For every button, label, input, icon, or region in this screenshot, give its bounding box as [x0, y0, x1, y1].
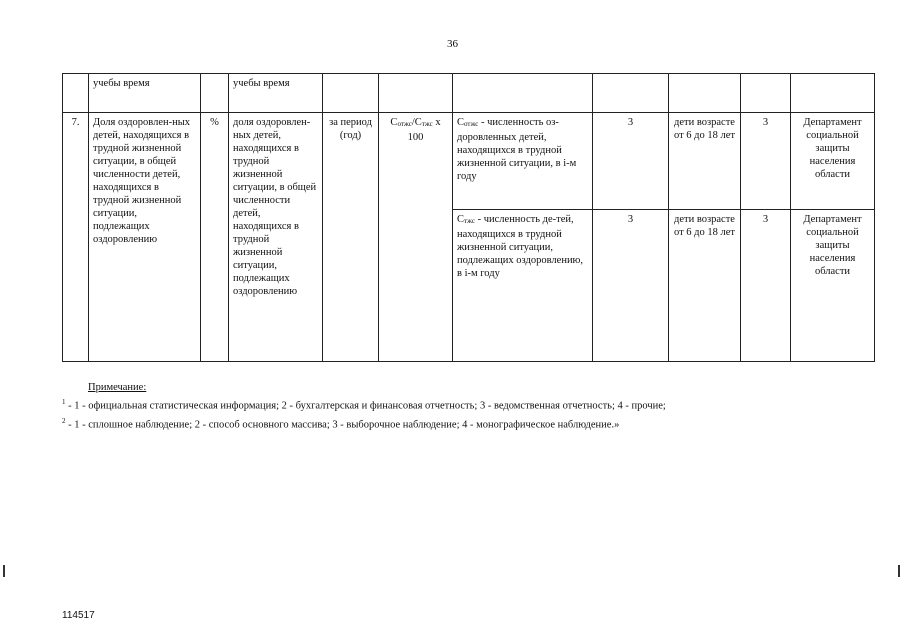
formula-subscript: тжс [421, 120, 433, 128]
formula-subscript: отжс [397, 120, 412, 128]
table-cell [453, 74, 593, 113]
population-cell: дети возрасте от 6 до 18 лет [669, 113, 741, 210]
note-text: - 1 - сплошное наблюдение; 2 - способ основного массива; 3 - выборочное наблюдение; 4 - монографическое наблюдение.» [65, 419, 620, 430]
scan-edge-mark [3, 565, 5, 577]
formula-cell [379, 113, 453, 362]
table-cell [201, 74, 229, 113]
variable-subscript: отжс [464, 120, 479, 128]
responsible-cell: Департамент социальной защиты населения области [791, 113, 875, 210]
variable-symbol: С [457, 117, 465, 128]
table-row [63, 113, 875, 210]
notes-section [62, 380, 862, 432]
table-cell [791, 74, 875, 113]
table-cell [379, 74, 453, 113]
scan-edge-mark [898, 565, 900, 577]
notes-title: Примечание: [88, 382, 147, 393]
document-number: 114517 [62, 610, 95, 621]
variable-description [453, 210, 593, 362]
note-mark: 1 [62, 398, 66, 406]
note-mark: 2 [62, 416, 66, 425]
page-number: 36 [447, 38, 458, 50]
table-cell [669, 74, 741, 113]
indicator-name: Доля оздоровлен-ных детей, находящихся в трудной жизненной ситуации, в общей численности детей, находящихся в трудной жизненной ситуации, подлежащих оздоровлению [89, 113, 201, 362]
table-cell [323, 74, 379, 113]
method-cell: 3 [741, 113, 791, 210]
unit-cell: % [201, 113, 229, 362]
method-cell: 3 [741, 210, 791, 362]
variable-symbol: С [457, 214, 465, 225]
table-cell [593, 74, 669, 113]
note-text: - 1 - официальная статистическая информация; 2 - бухгалтерская и финансовая отчетность; 3 - ведомственная отчетность; 4 - прочие; [65, 400, 666, 412]
period-cell: за период (год) [323, 113, 379, 362]
formula-tail: х 100 [407, 117, 441, 143]
source-cell: 3 [593, 210, 669, 362]
variable-subscript: тжс [464, 217, 475, 225]
source-cell: 3 [593, 113, 669, 210]
formula-separator: /С [411, 117, 422, 128]
population-cell: дети возрасте от 6 до 18 лет [669, 210, 741, 362]
variable-description [453, 113, 593, 210]
indicators-table [62, 73, 875, 362]
row-number: 7. [63, 113, 89, 362]
variable-text: - численность де-тей, находящихся в трудной жизненной ситуации, подлежащих оздоровлению, в i-м году [457, 214, 584, 279]
variable-text: - численность оз-доровленных детей, находящихся в трудной жизненной ситуации, в i-м году [457, 117, 577, 182]
note-1 [62, 395, 862, 414]
method-cell: учебы время [229, 74, 323, 113]
table-cell [741, 74, 791, 113]
indicator-cell: учебы время [89, 74, 201, 113]
note-2 [62, 414, 862, 433]
table-row [63, 74, 875, 113]
definition-cell: доля оздоровлен-ных детей, находящихся в трудной жизненной ситуации, в общей численности детей, находящихся в трудной жизненной ситуации, подлежащих оздоровлению [229, 113, 323, 362]
responsible-cell: Департамент социальной защиты населения области [791, 210, 875, 362]
table-cell [63, 74, 89, 113]
formula-symbol: С [390, 117, 398, 128]
